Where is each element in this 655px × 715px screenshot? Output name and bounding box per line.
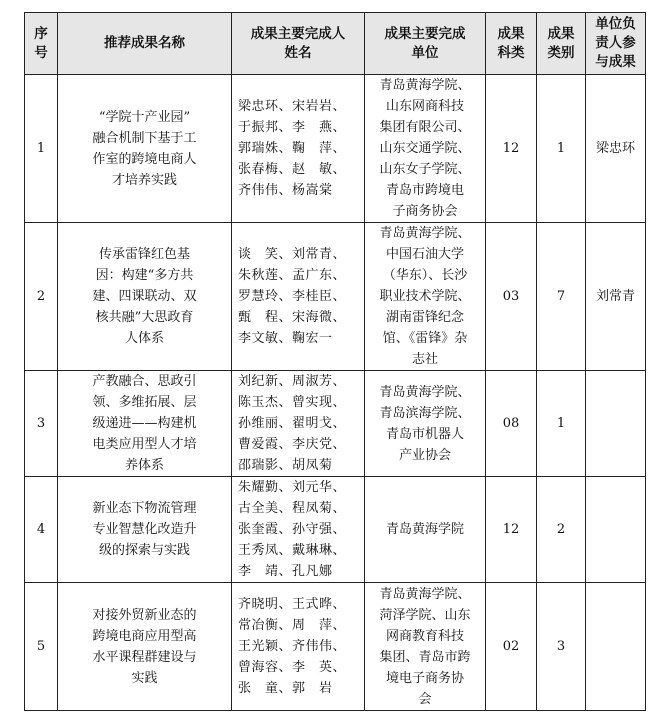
unit-leader xyxy=(586,371,646,477)
category-code: 1 xyxy=(537,371,586,477)
unit-leader xyxy=(586,477,646,583)
category-code: 1 xyxy=(537,75,586,223)
category-code: 2 xyxy=(537,477,586,583)
achievements-table xyxy=(24,12,646,711)
unit-leader: 梁忠环 xyxy=(586,75,646,223)
category-code: 3 xyxy=(537,583,586,711)
table-row xyxy=(25,75,646,223)
header-row xyxy=(25,13,646,75)
completing-units: 青岛黄海学院、 青岛滨海学院、 青岛市机器人 产业协会 xyxy=(365,371,486,477)
table-row xyxy=(25,583,646,711)
completers: 谈 笑、刘常青、 朱秋莲、孟广东、 罗慧玲、李桂臣、 甄 程、宋海微、 李文敏、鞠宏一 xyxy=(232,223,365,371)
header-persons: 成果主要完成人 姓名 xyxy=(232,13,365,75)
subject-code: 03 xyxy=(486,223,537,371)
achievement-name: 传承雷锋红色基 因：构建“多方共 建、四课联动、双 核共融”大思政育 人体系 xyxy=(58,223,232,371)
subject-code: 08 xyxy=(486,371,537,477)
completers: 朱耀勤、刘元华、 古全美、程凤菊、 张奎霞、孙守强、 王秀凤、戴琳琳、 李 靖、孔凡娜 xyxy=(232,477,365,583)
row-no: 5 xyxy=(25,583,58,711)
category-code: 7 xyxy=(537,223,586,371)
completers: 刘纪新、周淑芳、 陈玉杰、曾实现、 孙维丽、翟明戈、 曹爱霞、李庆党、 邵瑞影、胡凤菊 xyxy=(232,371,365,477)
header-name: 推荐成果名称 xyxy=(58,13,232,75)
header-leader: 单位负 责人参 与成果 xyxy=(586,13,646,75)
completing-units: 青岛黄海学院、 菏泽学院、山东 网商教育科技 集团、青岛市跨 境电子商务协 会 xyxy=(365,583,486,711)
completing-units: 青岛黄海学院、 中国石油大学 （华东）、长沙 职业技术学院、 湖南雷锋纪念 馆、《雷锋》杂 志社 xyxy=(365,223,486,371)
header-no: 序 号 xyxy=(25,13,58,75)
completing-units: 青岛黄海学院、 山东网商科技 集团有限公司、 山东交通学院、 山东女子学院、 青岛市跨境电 子商务协会 xyxy=(365,75,486,223)
achievement-name: “学院十产业园” 融合机制下基于工 作室的跨境电商人 才培养实践 xyxy=(58,75,232,223)
achievement-name: 对接外贸新业态的 跨境电商应用型高 水平课程群建设与 实践 xyxy=(58,583,232,711)
completers: 齐晓明、王式晔、 常冶衡、周 萍、 王光颖、齐伟伟、 曾海容、李 英、 张 童、郭 岩 xyxy=(232,583,365,711)
unit-leader xyxy=(586,583,646,711)
achievement-name: 新业态下物流管理 专业智慧化改造升 级的探索与实践 xyxy=(58,477,232,583)
header-units: 成果主要完成 单位 xyxy=(365,13,486,75)
completing-units: 青岛黄海学院 xyxy=(365,477,486,583)
row-no: 2 xyxy=(25,223,58,371)
subject-code: 12 xyxy=(486,75,537,223)
subject-code: 02 xyxy=(486,583,537,711)
unit-leader: 刘常青 xyxy=(586,223,646,371)
header-subject: 成果 科类 xyxy=(486,13,537,75)
subject-code: 12 xyxy=(486,477,537,583)
row-no: 3 xyxy=(25,371,58,477)
row-no: 4 xyxy=(25,477,58,583)
completers: 梁忠环、宋岩岩、 于振邦、李 燕、 郭瑞姝、鞠 萍、 张春梅、赵 敏、 齐伟伟、杨嵩棠 xyxy=(232,75,365,223)
table-row xyxy=(25,371,646,477)
row-no: 1 xyxy=(25,75,58,223)
table-row xyxy=(25,223,646,371)
table-row xyxy=(25,477,646,583)
header-category: 成果 类别 xyxy=(537,13,586,75)
achievement-name: 产教融合、思政引 领、多维拓展、层 级递进——构建机 电类应用型人才培 养体系 xyxy=(58,371,232,477)
